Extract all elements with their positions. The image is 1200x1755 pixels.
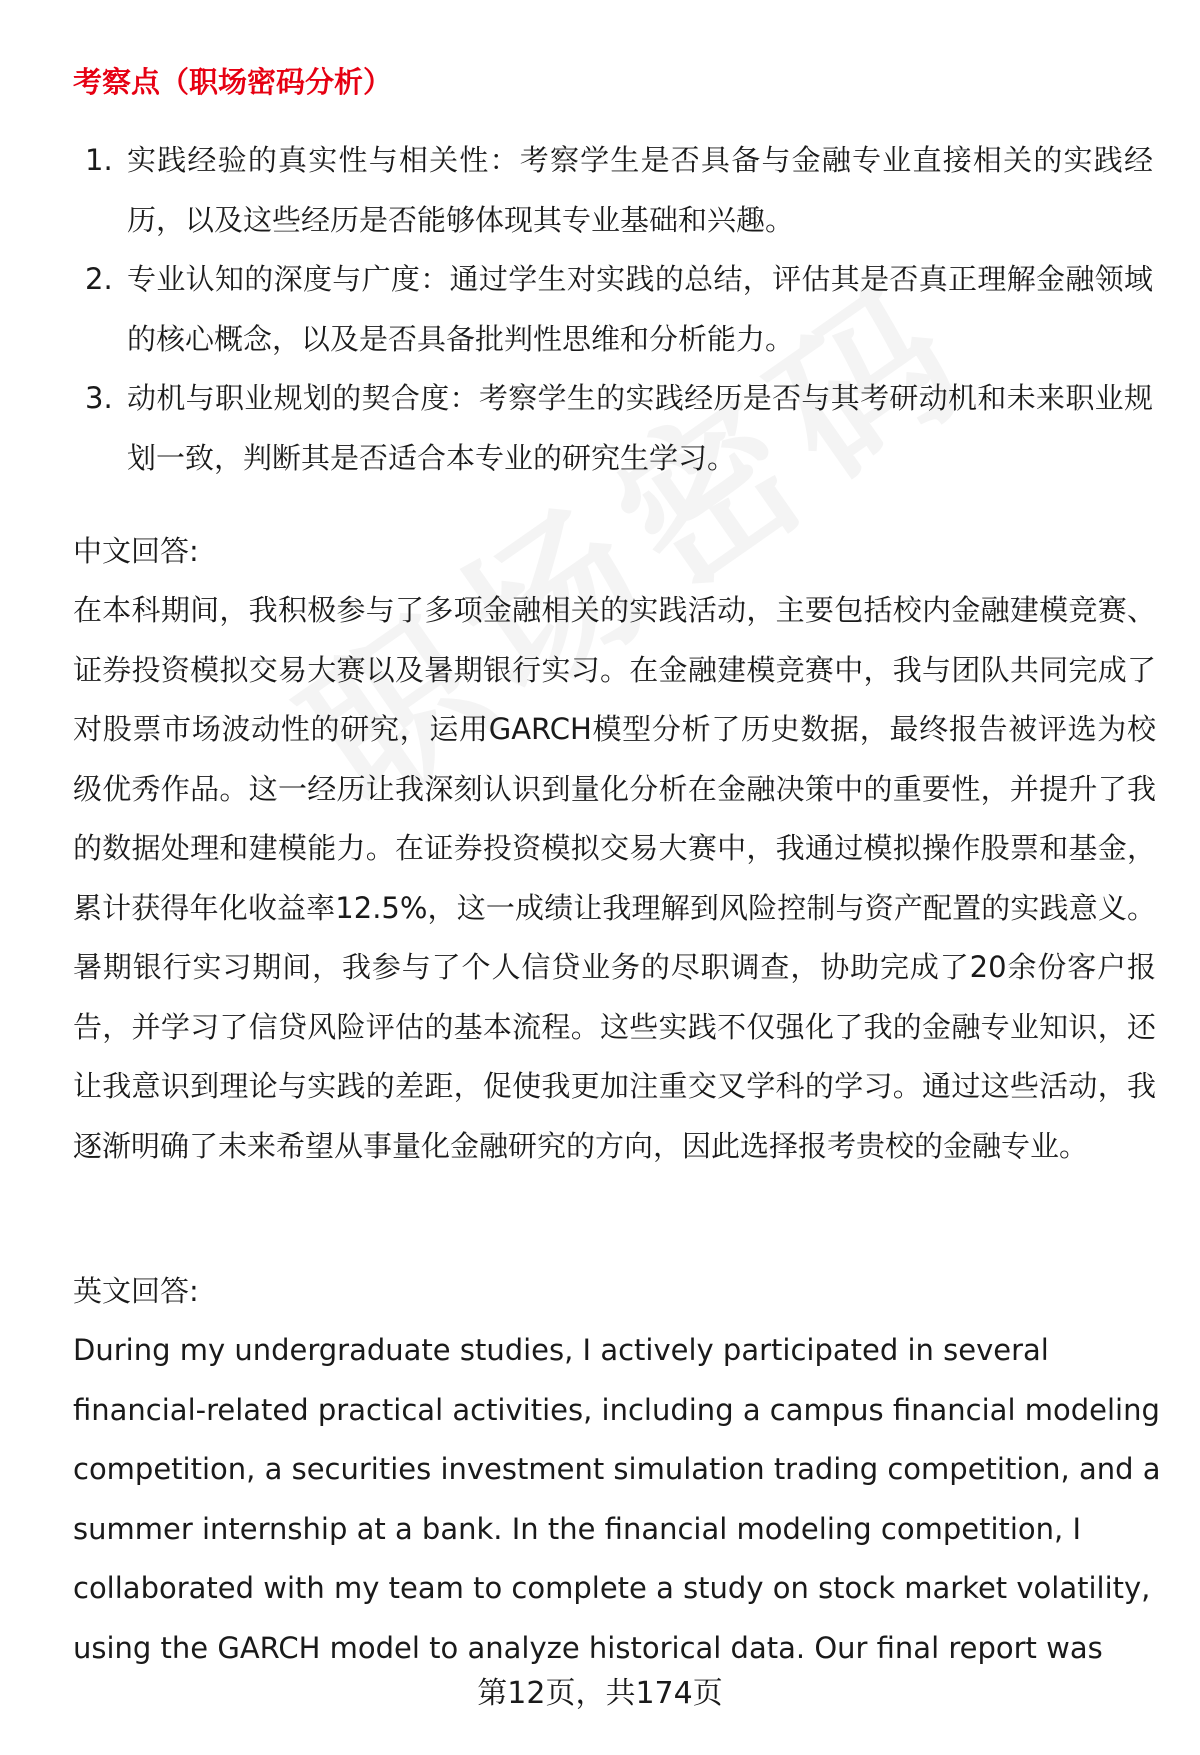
chinese-answer-text: 在本科期间，我积极参与了多项金融相关的实践活动，主要包括校内金融建模竞赛、证券投资模拟交易大赛以及暑期银行实习。在金融建模竞赛中，我与团队共同完成了对股票市场波动性的研究，运用GARCH模型分析了历史数据，最终报告被评选为校级优秀作品。这一经历让我深刻认识到量化分析在金融决策中的重要性，并提升了我的数据处理和建模能力。在证券投资模拟交易大赛中，我通过模拟操作股票和基金，累计获得年化收益率12.5%，这一成绩让我理解到风险控制与资产配置的实践意义。暑期银行实习期间，我参与了个人信贷业务的尽职调查，协助完成了20余份客户报告，并学习了信贷风险评估的基本流程。这些实践不仅强化了我的金融专业知识，还让我意识到理论与实践的差距，促使我更加注重交叉学科的学习。通过这些活动，我逐渐明确了未来希望从事量化金融研究的方向，因此选择报考贵校的金融专业。 [73,593,1156,1163]
point-number: 2. [85,262,113,296]
point-text: 专业认知的深度与广度：通过学生对实践的总结，评估其是否真正理解金融领域的核心概念，以及是否具备批判性思维和分析能力。 [127,262,1153,356]
english-answer-label: 英文回答: [73,1274,199,1308]
page-number: 第12页，共174页 [477,1676,723,1711]
point-text: 实践经验的真实性与相关性：考察学生是否具备与金融专业直接相关的实践经历，以及这些经历是否能够体现其专业基础和兴趣。 [127,143,1153,237]
assessment-point [73,131,1153,250]
assessment-point [73,369,1153,488]
point-number: 1. [85,143,113,177]
english-answer-text: During my undergraduate studies, I actively participated in several financial-related practical activities, including a campus financial modeling competition, a securities investment simulation trading competition, and a summer internship at a bank. In the financial modeling competition, I collaborated with my team to complete a study on stock market volatility, using the GARCH model to analyze historical data. Our final report was [73,1333,1161,1665]
assessment-point [73,250,1153,369]
chinese-answer-label: 中文回答: [73,534,199,568]
section-heading: 考察点（职场密码分析） [73,65,393,99]
point-text: 动机与职业规划的契合度：考察学生的实践经历是否与其考研动机和未来职业规划一致，判断其是否适合本专业的研究生学习。 [127,381,1153,475]
point-number: 3. [85,381,113,415]
assessment-points-list [73,131,1153,488]
